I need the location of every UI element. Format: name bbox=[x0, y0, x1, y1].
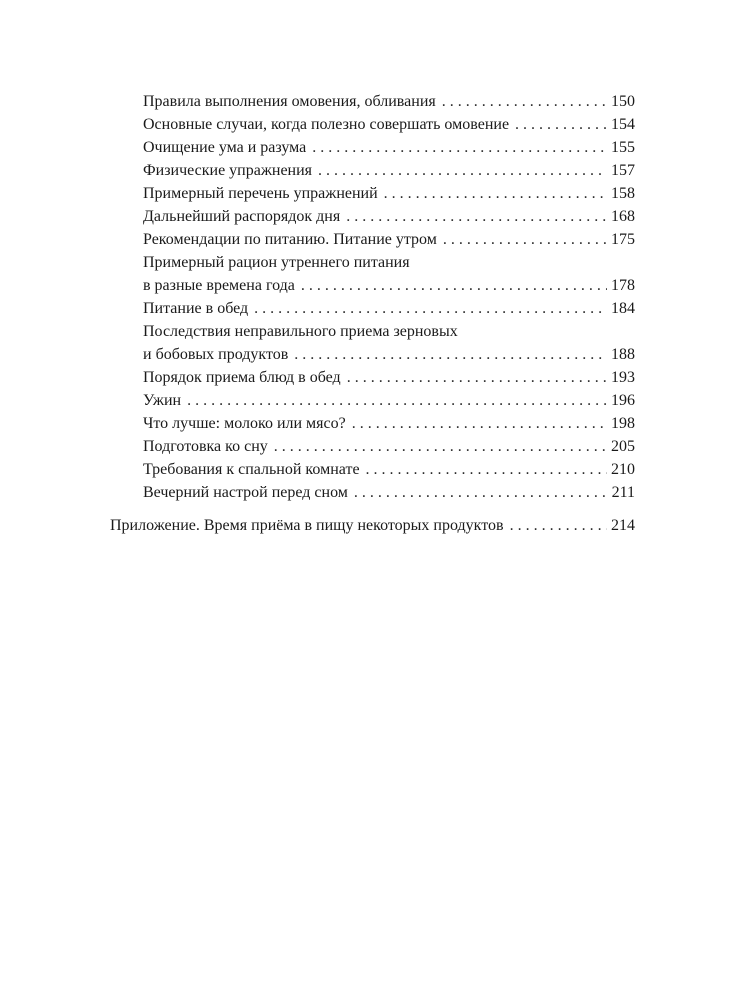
toc-entry[interactable] bbox=[143, 182, 635, 205]
dot-leader bbox=[301, 274, 607, 297]
toc-entry-title: Вечерний настрой перед сном bbox=[143, 484, 348, 501]
dot-leader bbox=[442, 90, 607, 113]
toc-entry[interactable] bbox=[143, 389, 635, 412]
toc-entry[interactable] bbox=[143, 136, 635, 159]
dot-leader bbox=[346, 205, 607, 228]
toc-entry-title: Физические упражнения bbox=[143, 162, 313, 179]
toc-entry[interactable] bbox=[143, 435, 635, 458]
toc-entry-title: в разные времена года bbox=[143, 277, 295, 294]
dot-leader bbox=[254, 297, 607, 320]
toc-entry-title: Питание в обед bbox=[143, 300, 249, 317]
dot-leader bbox=[443, 228, 607, 251]
toc-entry-page: 175 bbox=[611, 231, 635, 248]
toc-entry-title-first-line: Примерный рацион утреннего питания bbox=[143, 254, 410, 271]
toc-entry-page: 150 bbox=[611, 93, 635, 110]
toc-entry-page: 157 bbox=[611, 162, 635, 179]
toc-entry-page: 154 bbox=[611, 116, 635, 133]
toc-entry-title: Порядок приема блюд в обед bbox=[143, 369, 341, 386]
toc-entry[interactable] bbox=[143, 297, 635, 320]
toc-entry-title: Что лучше: молоко или мясо? bbox=[143, 415, 346, 432]
toc-entry-page: 193 bbox=[611, 369, 635, 386]
dot-leader bbox=[294, 343, 607, 366]
dot-leader bbox=[366, 458, 607, 481]
toc-entry-page: 178 bbox=[611, 277, 635, 294]
toc-entry-title: Примерный перечень упражнений bbox=[143, 185, 378, 202]
toc-entry-title: Рекомендации по питанию. Питание утром bbox=[143, 231, 437, 248]
toc-entry-page: 188 bbox=[611, 346, 635, 363]
toc-appendix-entry[interactable] bbox=[110, 514, 635, 537]
dot-leader bbox=[187, 389, 607, 412]
dot-leader bbox=[347, 366, 607, 389]
toc-entry[interactable] bbox=[143, 205, 635, 228]
toc-entry-title: Очищение ума и разума bbox=[143, 139, 307, 156]
toc-entry-title-first-line: Последствия неправильного приема зерновых bbox=[143, 323, 458, 340]
toc-entry-title: Дальнейший распорядок дня bbox=[143, 208, 341, 225]
toc-entry[interactable] bbox=[143, 159, 635, 182]
toc-entry-title: Приложение. Время приёма в пищу некоторых продуктов bbox=[110, 517, 504, 534]
dot-leader bbox=[354, 481, 608, 504]
toc-entry-page: 205 bbox=[611, 438, 635, 455]
toc-entry[interactable] bbox=[143, 228, 635, 251]
toc-entry-page: 184 bbox=[611, 300, 635, 317]
toc-entry-page: 211 bbox=[611, 484, 635, 501]
toc-entry[interactable] bbox=[143, 412, 635, 435]
toc-entry-title: Ужин bbox=[143, 392, 182, 409]
toc-entry-page: 196 bbox=[611, 392, 635, 409]
toc-entry[interactable] bbox=[143, 90, 635, 113]
toc-entry[interactable] bbox=[143, 366, 635, 389]
toc-entry[interactable] bbox=[143, 458, 635, 481]
toc-entry[interactable] bbox=[143, 320, 635, 366]
table-of-contents bbox=[0, 90, 750, 537]
toc-entry-title: Требования к спальной комнате bbox=[143, 461, 360, 478]
toc-entry-page: 158 bbox=[611, 185, 635, 202]
toc-entry-title: и бобовых продуктов bbox=[143, 346, 289, 363]
toc-entry-page: 155 bbox=[611, 139, 635, 156]
dot-leader bbox=[384, 182, 607, 205]
toc-entry-title: Основные случаи, когда полезно совершать омовение bbox=[143, 116, 510, 133]
toc-entry-page: 198 bbox=[611, 415, 635, 432]
dot-leader bbox=[274, 435, 607, 458]
dot-leader bbox=[515, 113, 607, 136]
toc-entry[interactable] bbox=[143, 481, 635, 504]
toc-entry-page: 168 bbox=[611, 208, 635, 225]
dot-leader bbox=[352, 412, 607, 435]
toc-entry-page: 210 bbox=[611, 461, 635, 478]
dot-leader bbox=[510, 514, 607, 537]
toc-entry[interactable] bbox=[143, 113, 635, 136]
toc-entry-page: 214 bbox=[611, 517, 635, 534]
toc-entry[interactable] bbox=[143, 251, 635, 297]
dot-leader bbox=[312, 136, 607, 159]
toc-entry-title: Правила выполнения омовения, обливания bbox=[143, 93, 436, 110]
dot-leader bbox=[318, 159, 607, 182]
toc-entry-title: Подготовка ко сну bbox=[143, 438, 268, 455]
